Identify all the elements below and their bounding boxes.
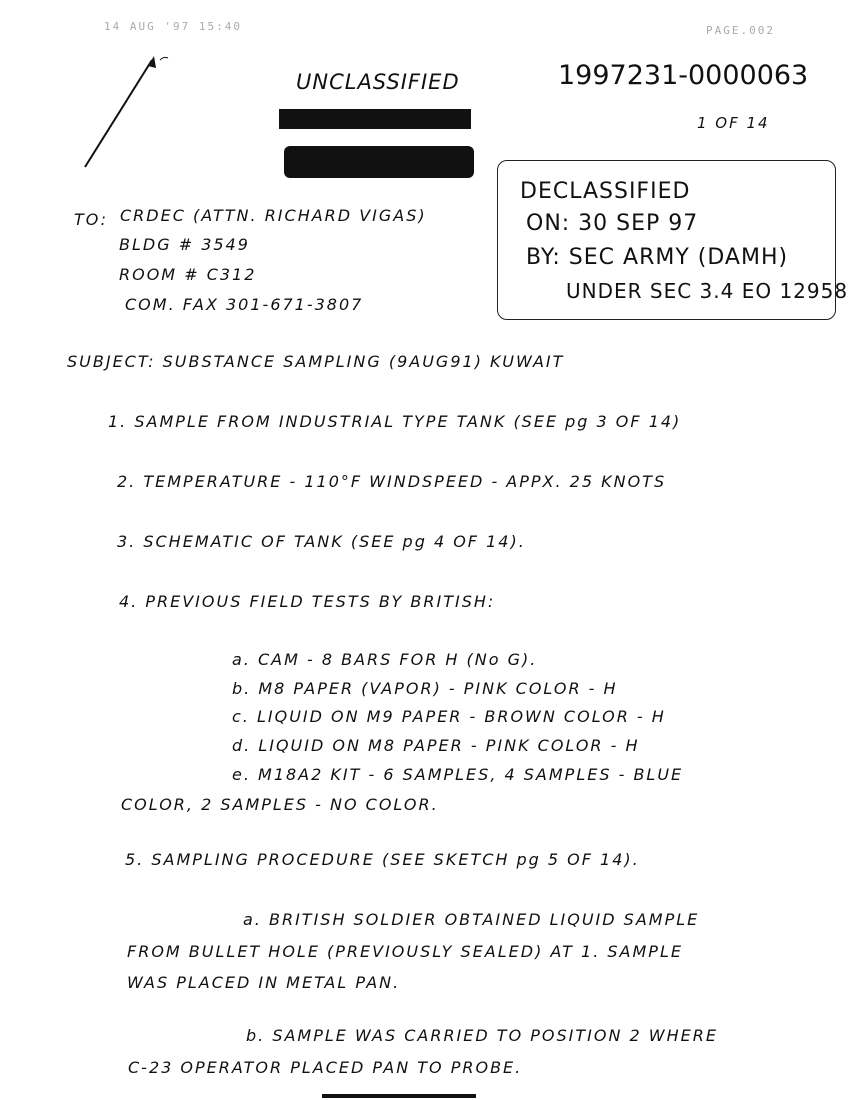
fax-page-number: PAGE.002: [706, 24, 775, 37]
redaction-bar: [279, 109, 471, 129]
item-5: 5. SAMPLING PROCEDURE (SEE SKETCH pg 5 OF 14).: [125, 850, 640, 869]
fax-timestamp: 14 AUG '97 15:40: [104, 20, 242, 33]
item-5a-line3: WAS PLACED IN METAL PAN.: [127, 973, 401, 992]
addressee-building: BLDG # 3549: [119, 235, 250, 254]
addressee-fax: COM. FAX 301-671-3807: [125, 295, 364, 314]
classification-marking: UNCLASSIFIED: [296, 70, 460, 94]
stamp-line-under: UNDER SEC 3.4 EO 12958: [566, 279, 849, 303]
redaction-bar: [284, 146, 474, 178]
item-5a-line2: FROM BULLET HOLE (PREVIOUSLY SEALED) AT 1. SAMPLE: [127, 942, 683, 961]
pen-stroke-mark: [80, 52, 175, 172]
addressee-line: CRDEC (ATTN. RICHARD VIGAS): [120, 206, 427, 225]
item-5a-line1: a. BRITISH SOLDIER OBTAINED LIQUID SAMPLE: [243, 910, 700, 929]
item-2: 2. TEMPERATURE - 110°F WINDSPEED - APPX. 25 KNOTS: [117, 472, 667, 491]
item-1: 1. SAMPLE FROM INDUSTRIAL TYPE TANK (SEE pg 3 OF 14): [108, 412, 682, 431]
item-4e-continued: COLOR, 2 SAMPLES - NO COLOR.: [121, 795, 439, 814]
addressee-room: ROOM # C312: [119, 265, 257, 284]
item-4b: b. M8 PAPER (VAPOR) - PINK COLOR - H: [232, 679, 618, 698]
document-number: 1997231-0000063: [558, 60, 809, 91]
item-3: 3. SCHEMATIC OF TANK (SEE pg 4 OF 14).: [117, 532, 526, 551]
redaction-bar-partial: [322, 1094, 476, 1098]
page-count: 1 OF 14: [697, 114, 770, 132]
stamp-line-declassified: DECLASSIFIED: [520, 179, 691, 204]
item-4: 4. PREVIOUS FIELD TESTS BY BRITISH:: [119, 592, 496, 611]
item-4e: e. M18A2 KIT - 6 SAMPLES, 4 SAMPLES - BLUE: [232, 765, 684, 784]
stamp-line-authority: BY: SEC ARMY (DAMH): [526, 245, 789, 270]
item-4a: a. CAM - 8 BARS FOR H (No G).: [232, 650, 538, 669]
to-label: TO:: [74, 210, 109, 229]
item-4c: c. LIQUID ON M9 PAPER - BROWN COLOR - H: [232, 707, 666, 726]
item-5b-line1: b. SAMPLE WAS CARRIED TO POSITION 2 WHERE: [246, 1026, 718, 1045]
stamp-line-date: ON: 30 SEP 97: [526, 211, 699, 236]
item-5b-line2: C-23 OPERATOR PLACED PAN TO PROBE.: [128, 1058, 523, 1077]
declassification-stamp: [497, 160, 849, 320]
item-4d: d. LIQUID ON M8 PAPER - PINK COLOR - H: [232, 736, 640, 755]
subject-line: SUBJECT: SUBSTANCE SAMPLING (9AUG91) KUWAIT: [67, 352, 565, 371]
